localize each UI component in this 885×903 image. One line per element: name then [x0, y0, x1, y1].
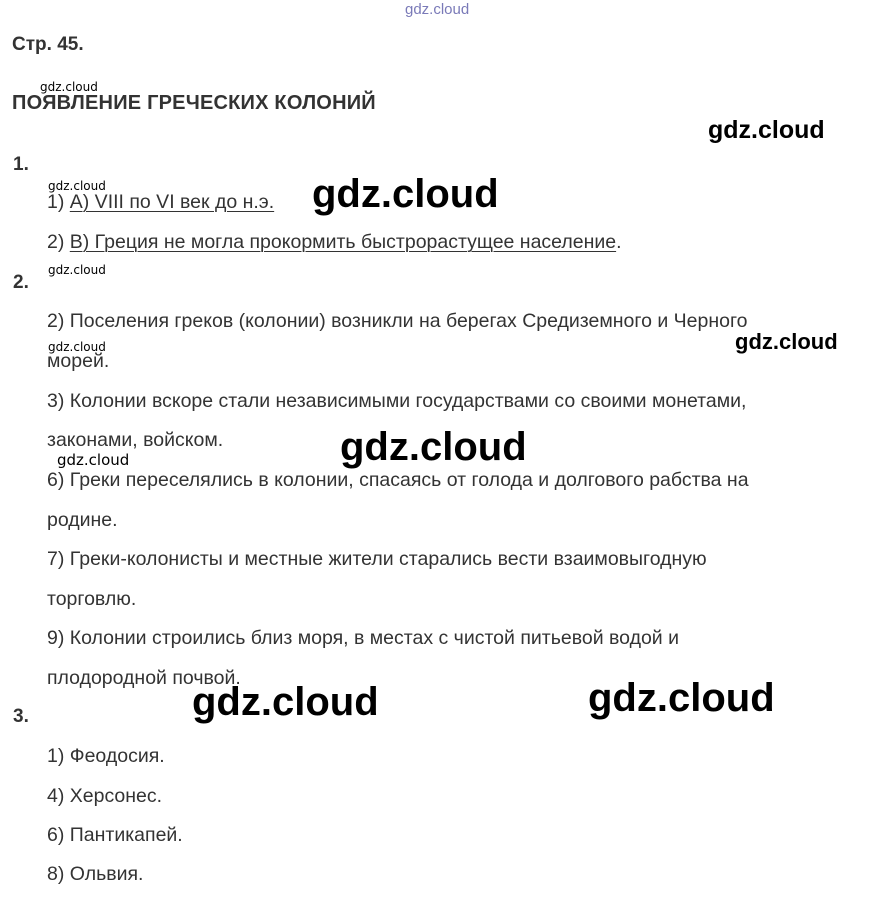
- text-line: 7) Греки-колонисты и местные жители старались вести взаимовыгодную: [47, 548, 707, 570]
- text-line: 6) Греки переселялись в колонии, спасаясь от голода и долгового рабства на: [47, 469, 749, 491]
- watermark-small: gdz.cloud: [48, 340, 106, 354]
- section-number: 1.: [13, 154, 29, 175]
- watermark-large: gdz.cloud: [588, 676, 775, 720]
- answer-suffix: .: [616, 231, 622, 253]
- text-line: 9) Колонии строились близ моря, в местах с чистой питьевой водой и: [47, 627, 680, 649]
- watermark-medium: gdz.cloud: [708, 116, 825, 144]
- watermark-small: gdz.cloud: [48, 179, 106, 193]
- list-item: 8) Ольвия.: [47, 863, 144, 885]
- text-line: 2) Поселения греков (колонии) возникли на берегах Средиземного и Черного: [47, 310, 748, 332]
- watermark-small: gdz.cloud: [48, 263, 106, 277]
- answer-choice: А) VIII по VI век до н.э.: [69, 191, 275, 213]
- answer-choice: В) Греция не могла прокормить быстрорастущее население: [69, 231, 617, 253]
- answer-prefix: 1): [47, 191, 70, 213]
- watermark-large: gdz.cloud: [192, 680, 379, 724]
- watermark-large: gdz.cloud: [312, 172, 499, 216]
- watermark-top: gdz.cloud: [405, 1, 470, 18]
- list-item: 1) Феодосия.: [47, 745, 165, 767]
- section-number: 3.: [13, 706, 29, 727]
- page-reference: Стр. 45.: [12, 34, 84, 55]
- text-line: законами, войском.: [47, 429, 224, 451]
- watermark-large: gdz.cloud: [340, 425, 527, 469]
- text-line: родине.: [47, 509, 118, 531]
- watermark-small: gdz.cloud: [57, 451, 130, 469]
- text-line: торговлю.: [47, 588, 137, 610]
- answer-prefix: 2): [47, 231, 70, 253]
- page-title: ПОЯВЛЕНИЕ ГРЕЧЕСКИХ КОЛОНИЙ: [12, 92, 376, 114]
- section-number: 2.: [13, 272, 29, 293]
- watermark-medium: gdz.cloud: [735, 329, 838, 354]
- text-line: морей.: [47, 350, 110, 372]
- list-item: 4) Херсонес.: [47, 785, 163, 807]
- text-line: 3) Колонии вскоре стали независимыми государствами со своими монетами,: [47, 390, 747, 412]
- answer-line: [47, 191, 274, 214]
- answer-line: [47, 231, 622, 254]
- watermark-small: gdz.cloud: [40, 80, 98, 94]
- list-item: 6) Пантикапей.: [47, 824, 183, 846]
- text-line: плодородной почвой.: [47, 667, 241, 689]
